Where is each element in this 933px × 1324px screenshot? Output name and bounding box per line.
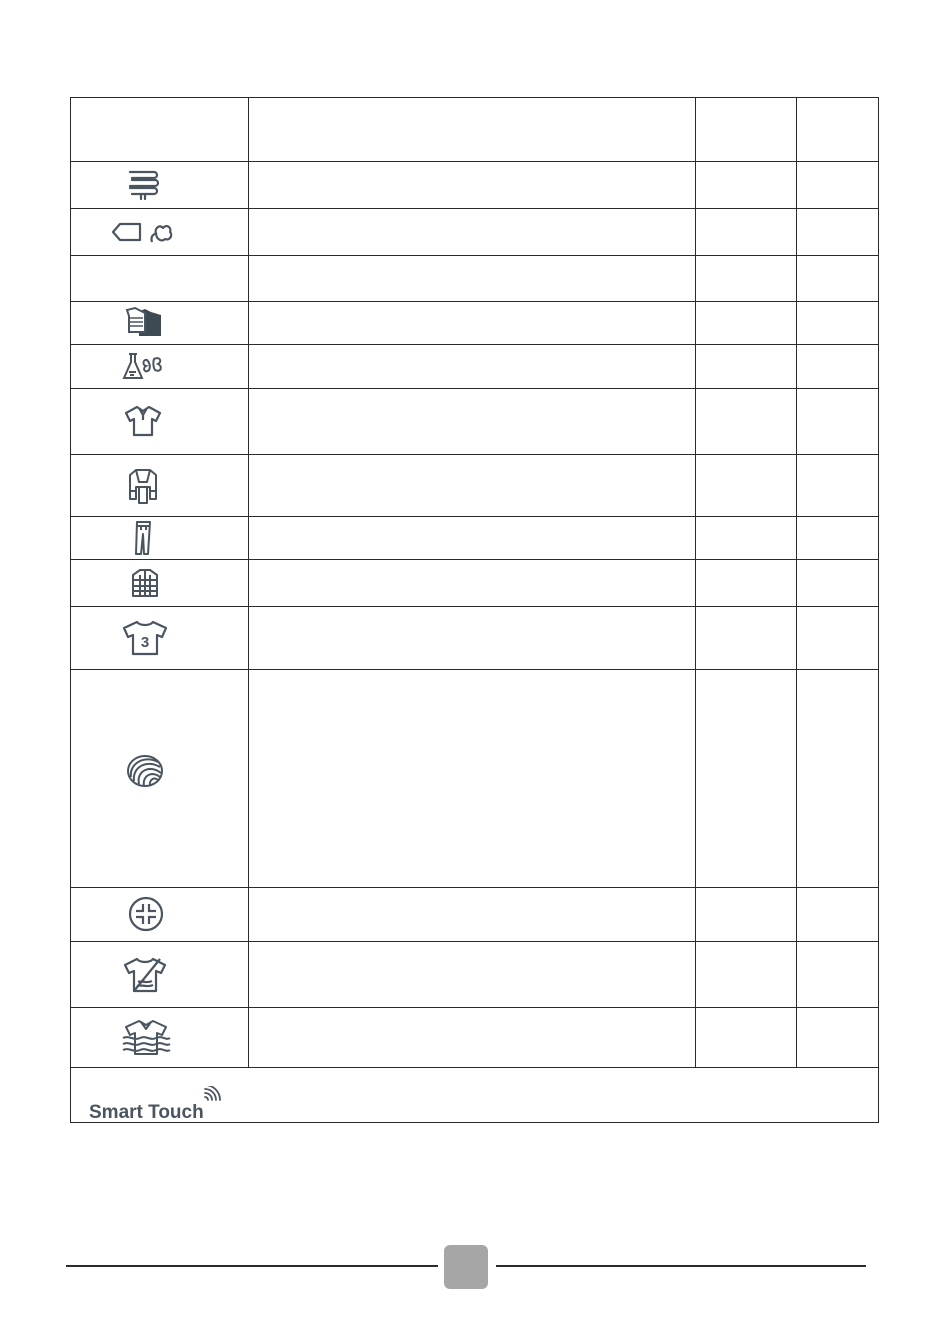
row-divider [71,454,878,455]
footer-rule-left [66,1265,438,1267]
column-divider [248,98,249,1067]
wool-ball-icon [125,753,165,789]
tag-and-cotton-icon [110,218,176,246]
footer-rule-right [496,1265,866,1267]
row-divider [71,606,878,607]
cross-in-circle-icon [127,895,165,933]
tshirt-number-label: 3 [140,634,150,651]
smart-touch-logo [89,1102,204,1124]
flask-and-butterfly-icon [121,351,165,381]
row-divider [71,669,878,670]
row-divider [71,887,878,888]
programme-table [70,97,879,1123]
column-divider [796,98,797,1067]
stacked-towels-icon [125,167,161,201]
row-divider [71,208,878,209]
quilted-jacket-icon [129,567,161,599]
row-divider [71,161,878,162]
tshirt-crossed-out-icon [122,955,168,995]
column-divider [695,98,696,1067]
row-divider [71,941,878,942]
row-divider [71,301,878,302]
polo-shirt-icon [123,404,163,438]
row-divider [71,255,878,256]
nfc-signal-icon [202,1086,224,1108]
tshirt-number-3-icon [120,619,170,657]
row-divider [71,559,878,560]
row-divider [71,1007,878,1008]
row-divider [71,1067,878,1068]
jeans-icon [133,520,153,556]
mixed-colours-shirts-icon [123,306,163,338]
jacket-icon [126,467,160,505]
row-divider [71,516,878,517]
row-divider [71,344,878,345]
page-number-badge [444,1245,488,1289]
smart-touch-label: Smart Touch [89,1102,204,1123]
shirt-with-waves-icon [120,1018,172,1058]
row-divider [71,388,878,389]
